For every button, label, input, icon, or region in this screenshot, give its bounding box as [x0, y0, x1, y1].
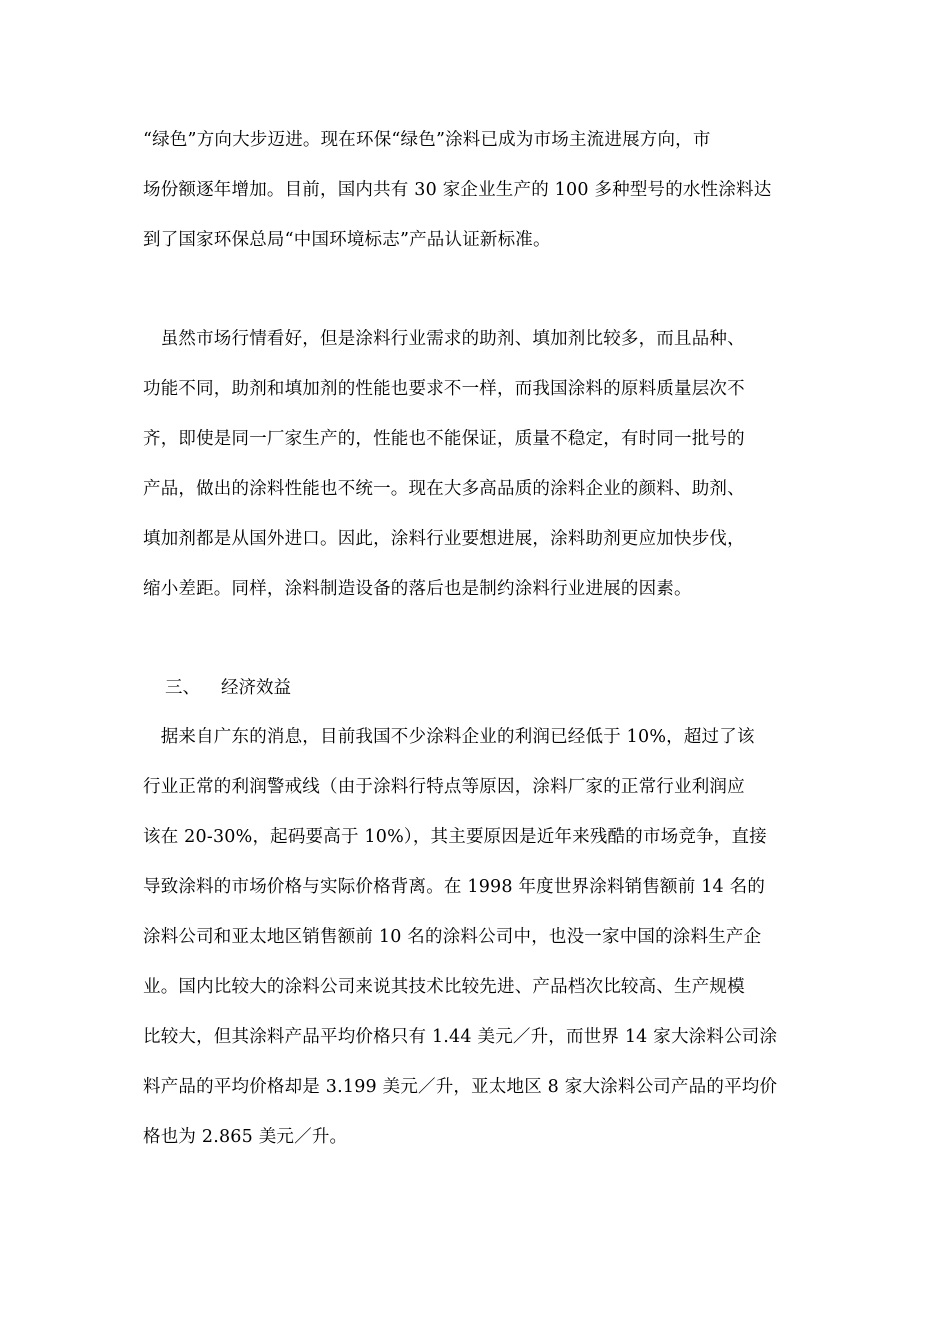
section-heading	[165, 676, 291, 700]
text-line: 格也为 2.865 美元／升。	[143, 1127, 348, 1147]
text-line: 涂料公司和亚太地区销售额前 10 名的涂料公司中，也没一家中国的涂料生产企	[143, 927, 762, 947]
text-line: 填加剂都是从国外进口。因此，涂料行业要想进展，涂料助剂更应加快步伐，	[143, 529, 745, 549]
text-line: 业。国内比较大的涂料公司来说其技术比较先进、产品档次比较高、生产规模	[143, 977, 745, 997]
section-title: 经济效益	[221, 678, 291, 698]
text-line: 行业正常的利润警戒线（由于涂料行特点等原因，涂料厂家的正常行业利润应	[143, 777, 745, 797]
text-line: 据来自广东的消息，目前我国不少涂料企业的利润已经低于 10%，超过了该	[143, 727, 755, 747]
text-line: 功能不同，助剂和填加剂的性能也要求不一样，而我国涂料的原料质量层次不	[143, 379, 745, 399]
text-line: 场份额逐年增加。目前，国内共有 30 家企业生产的 100 多种型号的水性涂料达	[143, 180, 772, 200]
text-line: 缩小差距。同样，涂料制造设备的落后也是制约涂料行业进展的因素。	[143, 579, 692, 599]
text-line: 虽然市场行情看好，但是涂料行业需求的助剂、填加剂比较多，而且品种、	[143, 329, 745, 349]
text-line: 齐，即使是同一厂家生产的，性能也不能保证，质量不稳定，有时同一批号的	[143, 429, 745, 449]
text-line: 产品，做出的涂料性能也不统一。现在大多高品质的涂料企业的颜料、助剂、	[143, 479, 745, 499]
text-line: 到了国家环保总局“中国环境标志”产品认证新标准。	[143, 230, 551, 250]
section-number: 三、	[165, 678, 200, 698]
text-line: 比较大，但其涂料产品平均价格只有 1.44 美元／升，而世界 14 家大涂料公司涂	[143, 1027, 778, 1047]
text-line: “绿色”方向大步迈进。现在环保“绿色”涂料已成为市场主流进展方向，市	[143, 130, 711, 150]
text-line: 料产品的平均价格却是 3.199 美元／升，亚太地区 8 家大涂料公司产品的平均价	[143, 1077, 778, 1097]
text-line: 导致涂料的市场价格与实际价格背离。在 1998 年度世界涂料销售额前 14 名的	[143, 877, 766, 897]
text-line: 该在 20-30%，起码要高于 10%），其主要原因是近年来残酷的市场竞争，直接	[143, 827, 767, 847]
